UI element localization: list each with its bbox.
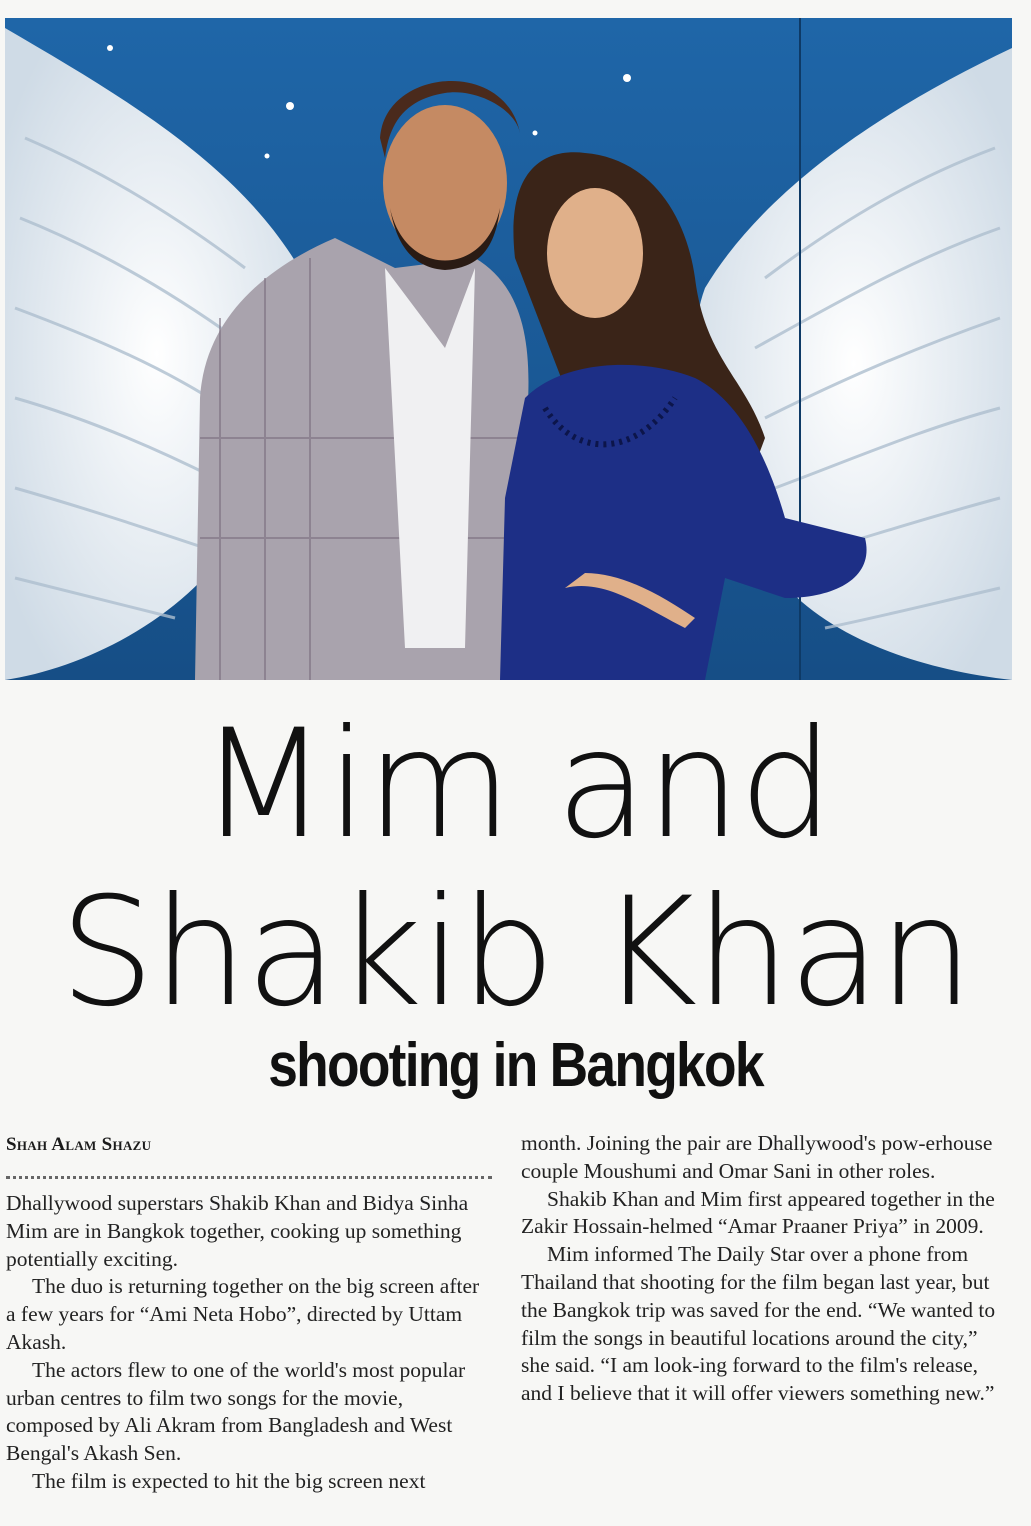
paragraph: Dhallywood superstars Shakib Khan and Bidya Sinha Mim are in Bangkok together, cooking up something potentially exciting. [6, 1191, 469, 1271]
paragraph: Mim informed The Daily Star over a phone from Thailand that shooting for the film began last year, but the Bangkok trip was saved for the end. “We wanted to film the songs in beautiful locations around the city,” she said. “I am look-ing forward to the film's release, and I believe that it will offer viewers something new.” [521, 1242, 996, 1406]
photo-illustration [5, 18, 1012, 680]
paragraph: Shakib Khan and Mim first appeared together in the Zakir Hossain-helmed “Amar Praaner Priya” in 2009. [521, 1186, 995, 1239]
paragraph: The duo is returning together on the big screen after a few years for “Ami Neta Hobo”, directed by Uttam Akash. [6, 1274, 480, 1354]
byline: Shah Alam Shazu [6, 1134, 152, 1155]
paragraph: The film is expected to hit the big screen next [32, 1468, 426, 1493]
headline-kicker: shooting in Bangkok [268, 1031, 763, 1100]
headline-line-2: Shakib Khan [59, 866, 972, 1040]
paragraph: The actors flew to one of the world's most popular urban centres to film two songs for the movie, composed by Ali Akram from Bangladesh and West Bengal's Akash Sen. [6, 1357, 466, 1466]
article-photo [5, 18, 1012, 680]
headline-line-1: Mim and [198, 698, 833, 872]
paragraph: month. Joining the pair are Dhallywood's pow-erhouse couple Moushumi and Omar Sani in other roles. [521, 1131, 993, 1183]
article-column-left [6, 1190, 494, 1496]
byline-divider [6, 1176, 492, 1179]
article-column-right [521, 1130, 1005, 1408]
